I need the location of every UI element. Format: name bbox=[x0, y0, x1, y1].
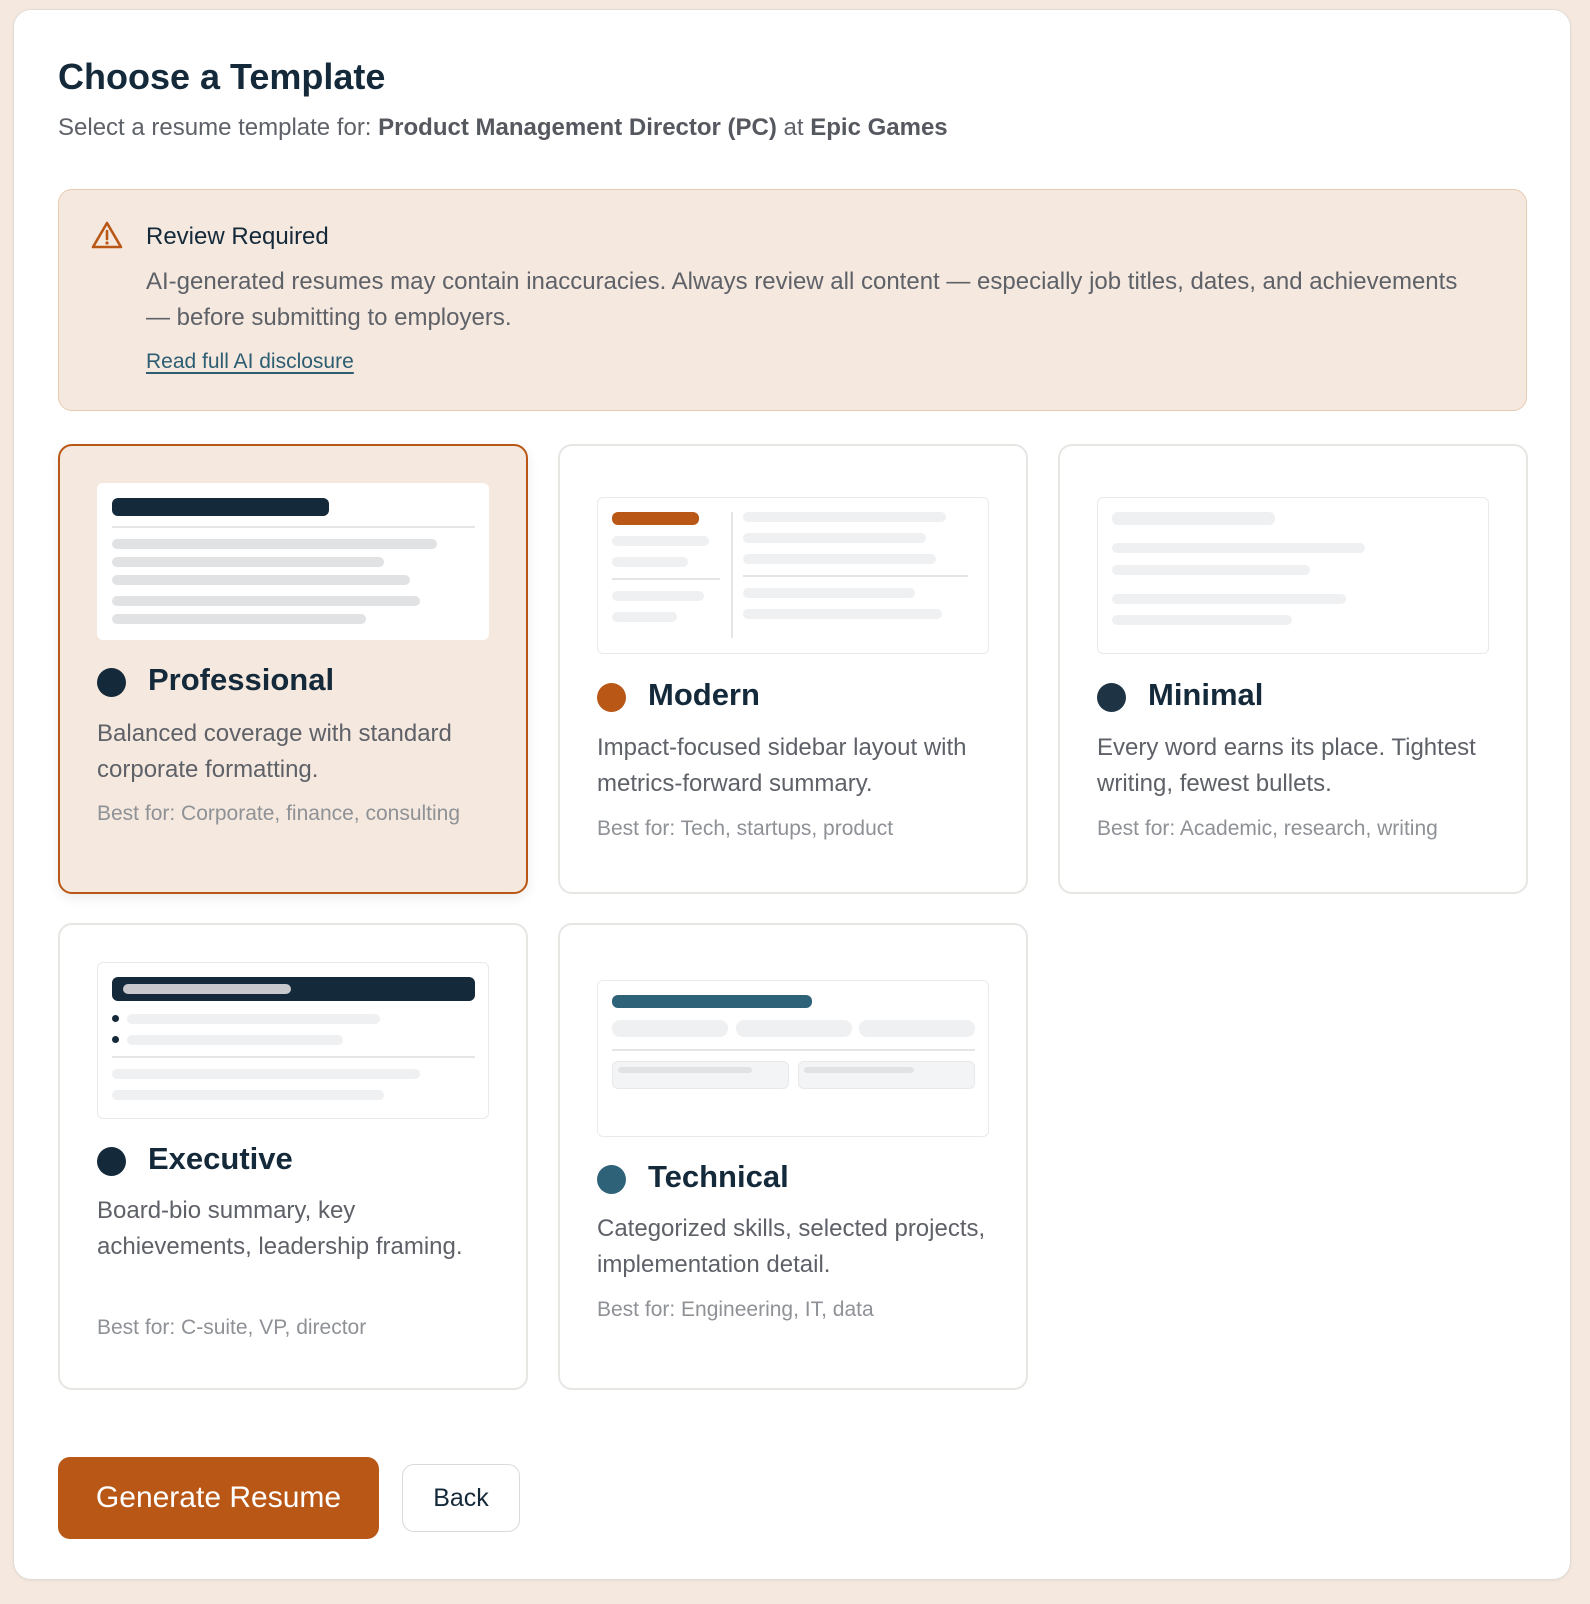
template-description: Categorized skills, selected projects, implementation detail. bbox=[597, 1215, 986, 1278]
template-description: Balanced coverage with standard corporate formatting. bbox=[97, 720, 452, 783]
template-panel bbox=[13, 9, 1571, 1580]
template-card-minimal[interactable] bbox=[1058, 444, 1528, 894]
modern-color-dot bbox=[597, 683, 626, 712]
template-card-technical[interactable] bbox=[558, 923, 1028, 1390]
review-required-alert bbox=[58, 189, 1527, 411]
template-name: Technical bbox=[648, 1159, 789, 1194]
company-name: Epic Games bbox=[810, 114, 948, 141]
template-name: Professional bbox=[148, 662, 335, 697]
template-name: Minimal bbox=[1148, 677, 1264, 712]
template-description: Every word earns its place. Tightest writing, fewest bullets. bbox=[1097, 734, 1476, 797]
back-button[interactable]: Back bbox=[402, 1464, 520, 1532]
job-title: Product Management Director (PC) bbox=[378, 114, 777, 141]
template-best-for: Best for: C-suite, VP, director bbox=[97, 1316, 367, 1339]
template-name: Executive bbox=[148, 1141, 293, 1176]
template-name: Modern bbox=[648, 677, 760, 712]
template-card-modern[interactable] bbox=[558, 444, 1028, 894]
ai-disclosure-link[interactable]: Read full AI disclosure bbox=[146, 350, 354, 373]
alert-title: Review Required bbox=[146, 223, 329, 250]
subtitle-prefix: Select a resume template for: bbox=[58, 114, 372, 141]
template-preview-minimal bbox=[1097, 497, 1489, 654]
template-preview-executive bbox=[97, 962, 489, 1119]
page-subtitle bbox=[58, 114, 948, 142]
template-preview-modern bbox=[597, 497, 989, 654]
generate-resume-button[interactable]: Generate Resume bbox=[58, 1457, 379, 1539]
template-description: Board-bio summary, key achievements, leadership framing. bbox=[97, 1197, 463, 1260]
template-best-for: Best for: Tech, startups, product bbox=[597, 817, 894, 840]
professional-color-dot bbox=[97, 668, 126, 697]
template-best-for: Best for: Engineering, IT, data bbox=[597, 1298, 874, 1321]
template-card-professional[interactable] bbox=[58, 444, 528, 894]
subtitle-at: at bbox=[783, 114, 804, 141]
technical-color-dot bbox=[597, 1165, 626, 1194]
template-card-executive[interactable] bbox=[58, 923, 528, 1390]
alert-text: AI-generated resumes may contain inaccuracies. Always review all content — especially job titles, dates, and achievements — before submitting to employers. bbox=[146, 268, 1458, 331]
template-preview-technical bbox=[597, 980, 989, 1137]
warning-triangle-icon bbox=[91, 220, 123, 250]
template-description: Impact-focused sidebar layout with metrics-forward summary. bbox=[597, 734, 967, 797]
page-title: Choose a Template bbox=[58, 56, 386, 97]
minimal-color-dot bbox=[1097, 683, 1126, 712]
executive-color-dot bbox=[97, 1147, 126, 1176]
template-best-for: Best for: Academic, research, writing bbox=[1097, 817, 1438, 840]
template-best-for: Best for: Corporate, finance, consulting bbox=[97, 802, 461, 825]
template-preview-professional bbox=[97, 483, 489, 640]
